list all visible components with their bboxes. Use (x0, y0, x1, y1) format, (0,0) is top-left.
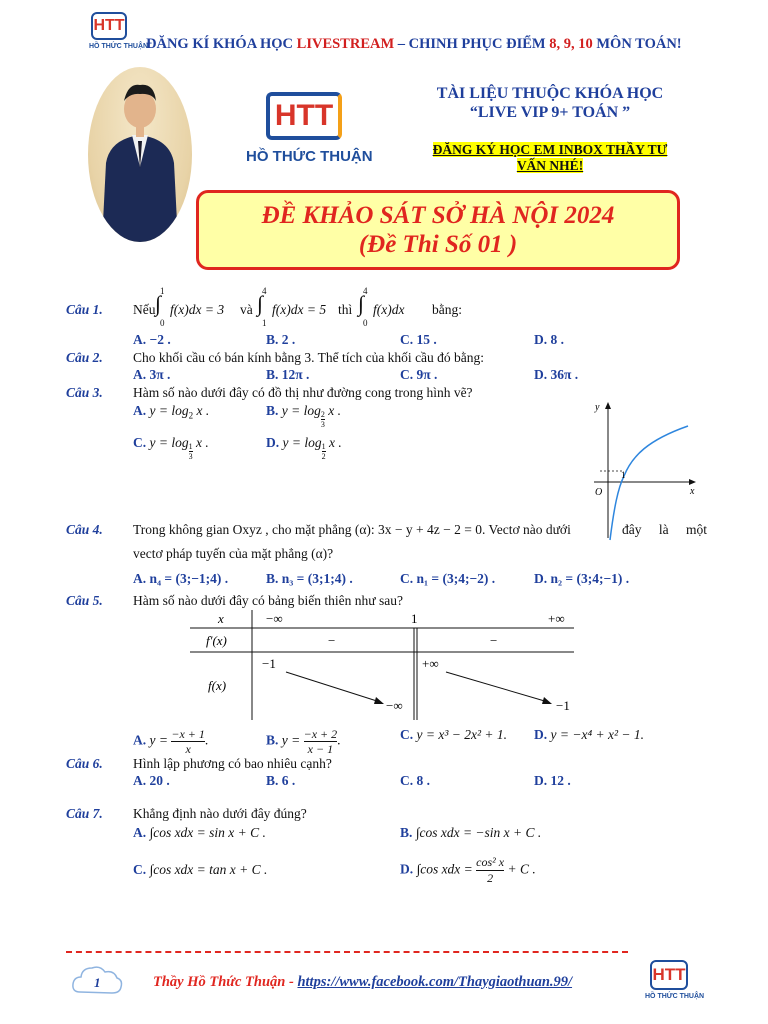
frac-num: 1 (321, 442, 326, 451)
x-axis-arrow (689, 479, 696, 485)
q-text-part: thì (338, 302, 353, 317)
answer-option-c[interactable] (400, 727, 507, 743)
logo-large (246, 92, 373, 182)
decrease-arrow (286, 672, 380, 702)
answer-option-d[interactable]: D. 36π . (534, 367, 579, 382)
answer-option-a[interactable]: A. y = $\frac{-x + 1}{x}$ . (133, 727, 209, 756)
log-base-fraction (189, 442, 193, 461)
question-text: Trong không gian Oxyz , cho mặt phẳng (α): 3x − y + 4z − 2 = 0. Vectơ nào dưới (133, 522, 571, 537)
x-neg-inf: −∞ (266, 611, 283, 626)
banner-part: LIVESTREAM (296, 36, 395, 52)
answer-option-a[interactable]: A. 20 . (133, 773, 170, 788)
logo-mark: HTT (650, 960, 688, 990)
question-text: đây là một (622, 522, 707, 537)
question-label: Câu 7. (66, 806, 103, 821)
logo-caption: HỒ THỨC THUẬN (246, 148, 373, 165)
teacher-figure (88, 67, 192, 242)
integral-upper: 1 (160, 286, 165, 296)
fraction (304, 727, 338, 756)
option-letter: D. (534, 727, 548, 742)
option-letter: C. (133, 862, 147, 877)
frac-den: 2 (487, 871, 494, 885)
variation-table (190, 610, 574, 720)
banner-part: 8, 9, 10 (549, 36, 593, 52)
decrease-arrow (446, 672, 548, 702)
question-text (133, 302, 156, 318)
answer-option-c[interactable]: C. 9π . (400, 367, 438, 382)
q-text-part: f(x)dx = 5 (272, 302, 327, 317)
integral-sign: ∫ (257, 291, 264, 316)
integral-lower: 1 (262, 318, 267, 328)
inbox-line: ĐĂNG KÝ HỌC EM INBOX THẦY TƯ (432, 142, 668, 157)
frac-num: −x + 2 (303, 727, 338, 741)
option-letter: A. (133, 732, 147, 748)
answer-option-b[interactable]: B. n₃ = (3;1;4) . (266, 571, 353, 586)
exam-title: ĐỀ KHẢO SÁT SỞ HÀ NỘI 2024 (261, 202, 615, 229)
answer-option-b[interactable] (266, 403, 341, 429)
question-text: Khẳng định nào dưới đây đúng? (133, 806, 307, 821)
inbox-notice (420, 142, 680, 174)
answer-option-b[interactable] (400, 825, 541, 841)
question-text: vectơ pháp tuyến của mặt phẳng (α)? (133, 546, 334, 561)
answer-option-d[interactable] (534, 727, 644, 743)
course-title (400, 84, 700, 122)
frac-den: 3 (188, 452, 193, 461)
option-letter: B. (266, 732, 279, 748)
x-header: x (218, 611, 224, 626)
answer-option-d[interactable] (400, 855, 536, 886)
teacher-photo (88, 67, 192, 242)
question-label: Câu 3. (66, 385, 103, 400)
option-expr: ∫cos xdx = (416, 861, 473, 877)
answer-option-c[interactable]: C. 8 . (400, 773, 430, 788)
q-text-part: Nếu (133, 302, 156, 317)
answer-option-d[interactable]: D. n₂ = (3;4;−1) . (534, 571, 630, 586)
question-text: Hình lập phương có bao nhiêu cạnh? (133, 756, 332, 771)
answer-option-c[interactable] (133, 435, 209, 461)
logo-caption: HỒ THỨC THUẬN (645, 993, 705, 1000)
logo-footer (645, 960, 705, 1006)
x-pos-inf: +∞ (548, 611, 565, 626)
footer-link[interactable]: https://www.facebook.com/Thaygiaothuan.99/ (297, 974, 573, 990)
arrow-head (542, 697, 552, 704)
f-header: f(x) (208, 678, 227, 693)
arrow-head (374, 697, 384, 704)
integral-sign: ∫ (155, 291, 162, 316)
f-val: +∞ (422, 656, 439, 671)
integral-upper: 4 (363, 286, 368, 296)
inbox-line: VẤN NHÉ! (516, 158, 584, 173)
frac-den: x − 1 (307, 742, 334, 756)
option-letter: B. (266, 403, 279, 418)
frac-den: 3 (320, 420, 325, 429)
answer-option-b[interactable]: B. 12π . (266, 367, 310, 382)
origin-label: O (595, 487, 603, 498)
course-title-line: TÀI LIỆU THUỘC KHÓA HỌC (436, 85, 664, 102)
course-title-line: “LIVE VIP 9+ TOÁN ” (469, 104, 631, 121)
integral-lower: 0 (363, 318, 368, 328)
answer-option-c[interactable]: C. n₁ = (3;4;−2) . (400, 571, 496, 586)
top-banner (146, 36, 682, 53)
logo-small (89, 12, 149, 58)
option-expr: ∫cos xdx = −sin x + C . (415, 825, 542, 840)
y-label: y (595, 402, 600, 413)
q-text-part: và (240, 302, 253, 317)
fraction (171, 727, 205, 756)
question-label: Câu 1. (66, 302, 103, 317)
option-expr: y = x³ − 2x² + 1. (416, 727, 508, 742)
option-expr: + C . (507, 861, 536, 877)
answer-option-a[interactable] (133, 403, 209, 421)
exam-title-box (196, 190, 680, 270)
integral-sign: ∫ (358, 291, 365, 316)
frac-den: 2 (321, 452, 326, 461)
option-letter: A. (133, 825, 147, 840)
option-expr: ∫cos xdx = sin x + C . (149, 825, 266, 840)
answer-option-a[interactable]: A. 3π . (133, 367, 171, 382)
x-one: 1 (411, 611, 418, 626)
frac-num: −x + 1 (171, 727, 205, 741)
logo-mark: HTT (266, 92, 342, 140)
question-text: Hàm số nào dưới đây có bảng biến thiên như sau? (133, 593, 403, 608)
option-expr: y = log (149, 435, 189, 450)
footer-credit (153, 974, 572, 991)
logo-mark: HTT (91, 12, 127, 40)
f-val: −∞ (386, 698, 403, 713)
log-base-fraction (321, 410, 325, 429)
answer-option-d[interactable] (266, 435, 342, 461)
footer-divider (66, 951, 628, 953)
option-expr: y = −x⁴ + x² − 1. (550, 727, 645, 742)
option-expr: y = (149, 732, 168, 748)
question-text: Cho khối cầu có bán kính bằng 3. Thể tích của khối cầu đó bằng: (133, 350, 485, 365)
question-label: Câu 4. (66, 522, 103, 537)
option-expr: y = log (282, 435, 322, 450)
option-expr: x . (195, 435, 209, 450)
q-text-part: f(x)dx = 3 (170, 302, 225, 317)
q-text-part: bằng: (432, 302, 462, 317)
log-base-fraction (322, 442, 326, 461)
f-val: −1 (556, 698, 570, 713)
answer-option-b[interactable]: B. y = $\frac{-x + 2}{x - 1}$ . (266, 727, 341, 756)
frac-num: 2 (320, 410, 325, 419)
footer-author: Thầy Hồ Thức Thuận (153, 974, 286, 990)
page-number-cloud (70, 962, 124, 1000)
sign-2: − (490, 633, 498, 648)
y-axis-arrow (605, 402, 611, 409)
answer-option-b[interactable]: B. 6 . (266, 773, 296, 788)
question-label: Câu 5. (66, 593, 103, 608)
option-expr: ∫cos xdx = tan x + C . (149, 862, 268, 877)
x-label: x (690, 486, 695, 497)
banner-part: ĐĂNG KÍ KHÓA HỌC (146, 36, 294, 52)
option-letter: C. (400, 727, 414, 742)
f-val: −1 (262, 656, 276, 671)
one-label: 1 (621, 470, 626, 480)
logo-caption: HỒ THỨC THUẬN (89, 43, 149, 50)
frac-den: x (185, 742, 191, 756)
banner-part: – CHINH PHỤC ĐIỂM (397, 36, 546, 52)
option-expr: x . (328, 403, 341, 418)
answer-option-a[interactable] (133, 825, 266, 841)
banner-part: MÔN TOÁN! (596, 36, 682, 52)
option-letter: B. (400, 825, 413, 840)
page-number: 1 (94, 975, 101, 990)
option-expr: y = log (281, 403, 321, 418)
integral-lower: 0 (160, 318, 165, 328)
option-expr: x . (196, 403, 210, 418)
answer-option-d[interactable]: D. 12 . (534, 773, 571, 788)
answer-option-c[interactable]: C. 15 . (400, 332, 437, 347)
footer-sep: - (288, 974, 294, 990)
option-expr: x . (328, 435, 342, 450)
exam-subtitle: (Đề Thi Số 01 ) (358, 231, 518, 258)
option-expr: y = (281, 732, 301, 748)
option-letter: D. (266, 435, 280, 450)
frac-num: 1 (188, 442, 193, 451)
sign-1: − (328, 633, 336, 648)
option-letter: D. (400, 861, 414, 877)
fprime-header: f′(x) (206, 633, 227, 648)
answer-option-b[interactable]: B. 2 . (266, 332, 296, 347)
option-letter: A. (133, 403, 147, 418)
fraction (476, 855, 504, 886)
frac-num: cos² x (476, 855, 505, 869)
answer-option-d[interactable]: D. 8 . (534, 332, 564, 347)
question-text: Hàm số nào dưới đây có đồ thị như đường cong trong hình vẽ? (133, 385, 473, 400)
log-base: 2 (188, 410, 194, 421)
question-label: Câu 6. (66, 756, 103, 771)
answer-option-a[interactable]: A. n₄ = (3;−1;4) . (133, 571, 229, 586)
answer-option-a[interactable]: A. −2 . (133, 332, 171, 347)
option-expr: y = log (149, 403, 189, 418)
option-letter: C. (133, 435, 147, 450)
q-text-part: f(x)dx (373, 302, 405, 317)
question-label: Câu 2. (66, 350, 103, 365)
integral-upper: 4 (262, 286, 267, 296)
answer-option-c[interactable] (133, 862, 267, 878)
